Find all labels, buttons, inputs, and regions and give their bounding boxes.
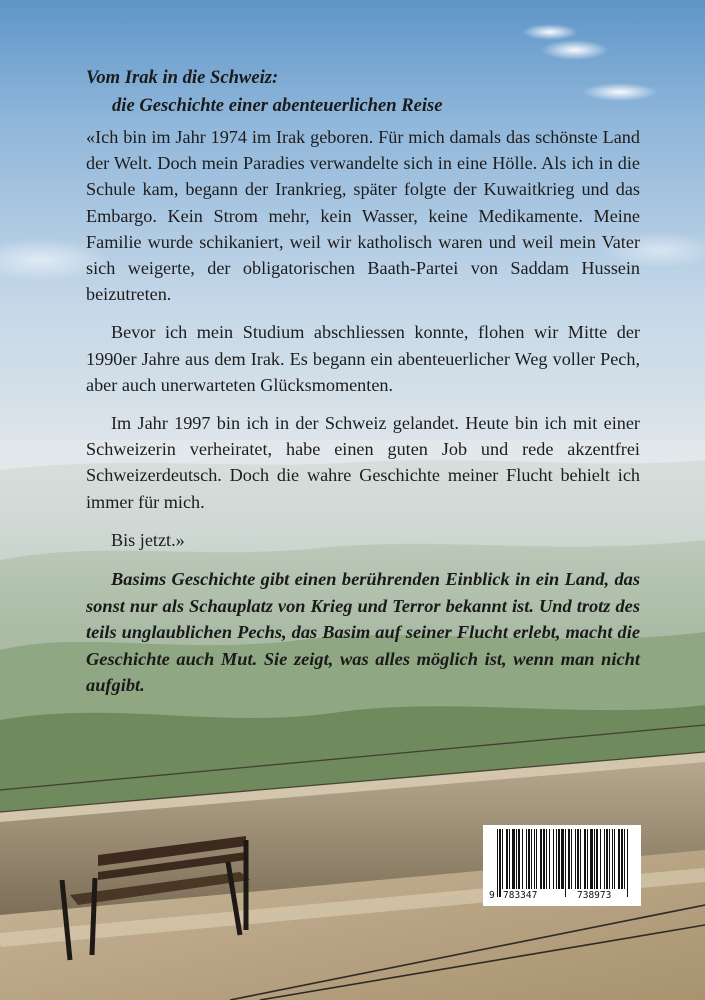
barcode-bar xyxy=(606,829,608,889)
barcode-bar xyxy=(509,829,510,889)
barcode-bar xyxy=(553,829,554,889)
barcode-bar xyxy=(518,829,520,889)
barcode-bar xyxy=(600,829,601,889)
barcode-bar xyxy=(609,829,610,889)
title-line-2: die Geschichte einer abenteuerlichen Reise xyxy=(112,95,443,116)
quote-paragraph: «Ich bin im Jahr 1974 im Irak geboren. Für mich damals das schönste Land der Welt. Doch mein Paradies verwandelte sich in eine Hölle. Als ich in die Schule kam, begann der Irankrieg, später folgte der Kuwaitkrieg und das Embargo. Kein Strom mehr, kein Wasser, keine Medikamente. Meine Familie wurde schikaniert, weil wir katholisch waren und weil mein Vater sich weigerte, der obligatorischen Baath-Partei von Saddam Hussein beizutreten. xyxy=(86,127,640,305)
barcode-bar xyxy=(534,829,535,889)
barcode-bar xyxy=(614,829,615,889)
barcode-bar xyxy=(580,829,581,889)
barcode-bar xyxy=(522,829,523,889)
quote-paragraph: Bevor ich mein Studium abschliessen konnte, flohen wir Mitte der 1990er Jahre aus dem Irak. Es begann ein abenteuerlicher Weg voller Pech, aber auch unerwarteten Glücksmomenten. xyxy=(86,322,640,395)
barcode-bar xyxy=(584,829,586,889)
barcode-bar xyxy=(577,829,579,889)
back-cover-title xyxy=(86,64,443,120)
isbn-barcode xyxy=(483,825,641,906)
barcode-bar xyxy=(568,829,570,889)
barcode-bar xyxy=(549,829,550,889)
barcode-bar xyxy=(618,829,620,889)
barcode-bar xyxy=(575,829,576,889)
barcode-bar xyxy=(612,829,613,889)
barcode-bar xyxy=(594,829,595,889)
barcode-bar xyxy=(621,829,623,889)
barcode-bar xyxy=(556,829,557,889)
quote-paragraph: Bis jetzt.» xyxy=(111,529,185,550)
barcode-lead-digit: 9 xyxy=(489,890,495,901)
barcode-bar xyxy=(571,829,572,889)
barcode-group-right: 738973 xyxy=(577,890,612,901)
barcode-bar xyxy=(558,829,560,889)
quote-paragraph: Im Jahr 1997 bin ich in der Schweiz gelandet. Heute bin ich mit einer Schweizerin verheiratet, habe einen guten Job und rede akzentfrei Schweizerdeutsch. Doch die wahre Geschichte meiner Flucht behielt ich immer für mich. xyxy=(86,413,640,512)
barcode-bar xyxy=(499,829,501,897)
barcode-bar xyxy=(561,829,564,889)
barcode-bar xyxy=(540,829,542,889)
barcode-bar xyxy=(536,829,537,889)
barcode-bar xyxy=(497,829,498,897)
barcode-bar xyxy=(624,829,625,889)
book-blurb: Basims Geschichte gibt einen berührenden Einblick in ein Land, das sonst nur als Schauplatz von Krieg und Terror bekannt ist. Und trotz des teils unglaublichen Pechs, das Basim auf seiner Flucht erlebt, macht die Geschichte auch Mut. Sie zeigt, was alles möglich ist, wenn man nicht aufgibt. xyxy=(86,569,640,696)
barcode-bar xyxy=(502,829,503,889)
barcode-bar xyxy=(506,829,508,889)
barcode-bar xyxy=(526,829,527,889)
barcode-bar xyxy=(531,829,532,889)
barcode-bar xyxy=(596,829,598,889)
barcode-bar xyxy=(627,829,628,897)
barcode-group-left: 783347 xyxy=(503,890,538,901)
barcode-bar xyxy=(528,829,530,889)
barcode-bar xyxy=(512,829,515,889)
barcode-bar xyxy=(543,829,545,889)
barcode-bar xyxy=(565,829,566,897)
quote-body xyxy=(86,124,640,565)
title-line-1: Vom Irak in die Schweiz: xyxy=(86,67,279,88)
barcode-bar xyxy=(590,829,593,889)
barcode-bar xyxy=(516,829,517,889)
barcode-bar xyxy=(587,829,588,889)
barcode-bar xyxy=(604,829,605,889)
barcode-bar xyxy=(546,829,547,889)
